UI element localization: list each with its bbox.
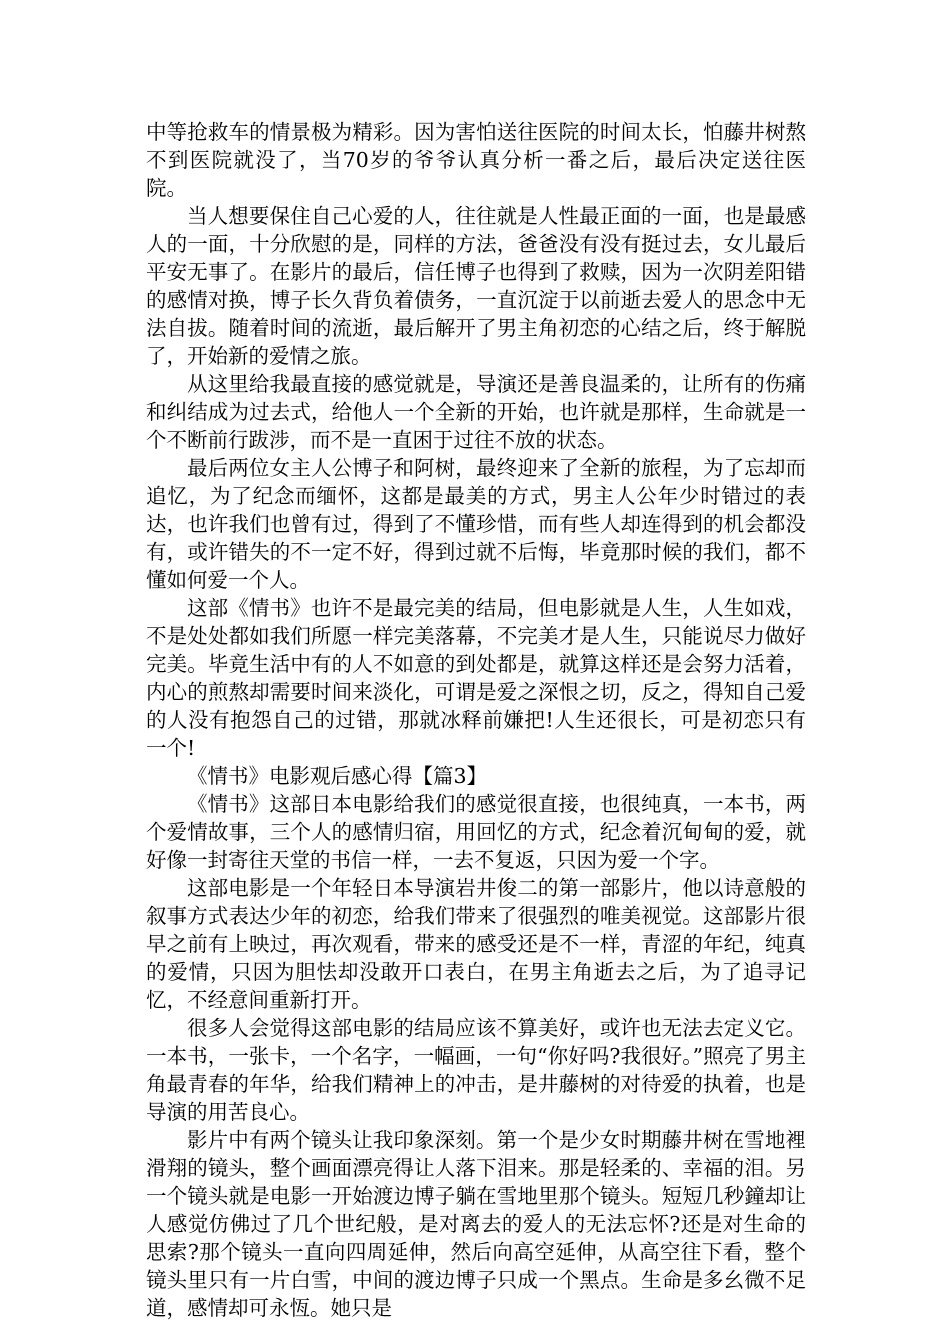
paragraph: 很多人会觉得这部电影的结局应该不算美好，或许也无法去定义它。一本书，一张卡，一个名字，一幅画，一句“你好吗?我很好。”照亮了男主角最青春的年华，给我们精神上的冲击，是井藤树的对待爱的执着，也是导演的用苦良心。 (146, 1016, 806, 1124)
paragraph: 这部《情书》也许不是最完美的结局，但电影就是人生，人生如戏，不是处处都如我们所愿一样完美落幕，不完美才是人生，只能说尽力做好完美。毕竟生活中有的人不如意的到处都是，就算这样还是会努力活着，内心的煎熬却需要时间来淡化，可谓是爱之深恨之切，反之，得知自己爱的人没有抱怨自己的过错，那就冰释前嫌把!人生还很长，可是初恋只有一个! (146, 596, 806, 760)
paragraph: 中等抢救车的情景极为精彩。因为害怕送往医院的时间太长，怕藤井树熬不到医院就没了，当70岁的爷爷认真分析一番之后，最后决定送往医院。 (146, 120, 806, 200)
paragraph: 这部电影是一个年轻日本导演岩井俊二的第一部影片，他以诗意般的叙事方式表达少年的初恋，给我们带来了很强烈的唯美视觉。这部影片很早之前有上映过，再次观看，带来的感受还是不一样，青涩的年纪，纯真的爱情，只因为胆怯却没敢开口表白，在男主角逝去之后，为了追寻记忆，不经意间重新打开。 (146, 876, 806, 1012)
paragraph: 《情书》这部日本电影给我们的感觉很直接，也很纯真，一本书，两个爱情故事，三个人的感情归宿，用回忆的方式，纪念着沉甸甸的爱，就好像一封寄往天堂的书信一样，一去不复返，只因为爱一个字。 (146, 792, 806, 872)
paragraph: 当人想要保住自己心爱的人，往往就是人性最正面的一面，也是最感人的一面，十分欣慰的是，同样的方法，爸爸没有没有挺过去，女儿最后平安无事了。在影片的最后，信任博子也得到了救赎，因为一次阴差阳错的感情对换，博子长久背负着债务，一直沉淀于以前逝去爱人的思念中无法自拔。随着时间的流逝，最后解开了男主角初恋的心结之后，终于解脱了，开始新的爱情之旅。 (146, 204, 806, 368)
paragraph: 从这里给我最直接的感觉就是，导演还是善良温柔的，让所有的伤痛和纠结成为过去式，给他人一个全新的开始，也许就是那样，生命就是一个不断前行跋涉，而不是一直困于过往不放的状态。 (146, 372, 806, 452)
paragraph: 影片中有两个镜头让我印象深刻。第一个是少女时期藤井树在雪地裡滑翔的镜头，整个画面漂亮得让人落下泪来。那是轻柔的、幸福的泪。另一个镜头就是电影一开始渡边博子躺在雪地里那个镜头。短短几秒鐘却让人感觉仿佛过了几个世纪般，是对离去的爱人的无法忘怀?还是对生命的思索?那个镜头一直向四周延伸，然后向高空延伸，从高空往下看，整个镜头里只有一片白雪，中间的渡边博子只成一个黑点。生命是多幺微不足道，感情却可永恆。她只是 (146, 1128, 806, 1320)
section-heading: 《情书》电影观后感心得【篇3】 (187, 764, 488, 788)
document-body (146, 118, 806, 1322)
paragraph: 最后两位女主人公博子和阿树，最终迎来了全新的旅程，为了忘却而追忆，为了纪念而缅怀，这都是最美的方式，男主人公年少时错过的表达，也许我们也曾有过，得到了不懂珍惜，而有些人却连得到的机会都没有，或许错失的不一定不好，得到过就不后悔，毕竟那时候的我们，都不懂如何爱一个人。 (146, 456, 806, 592)
